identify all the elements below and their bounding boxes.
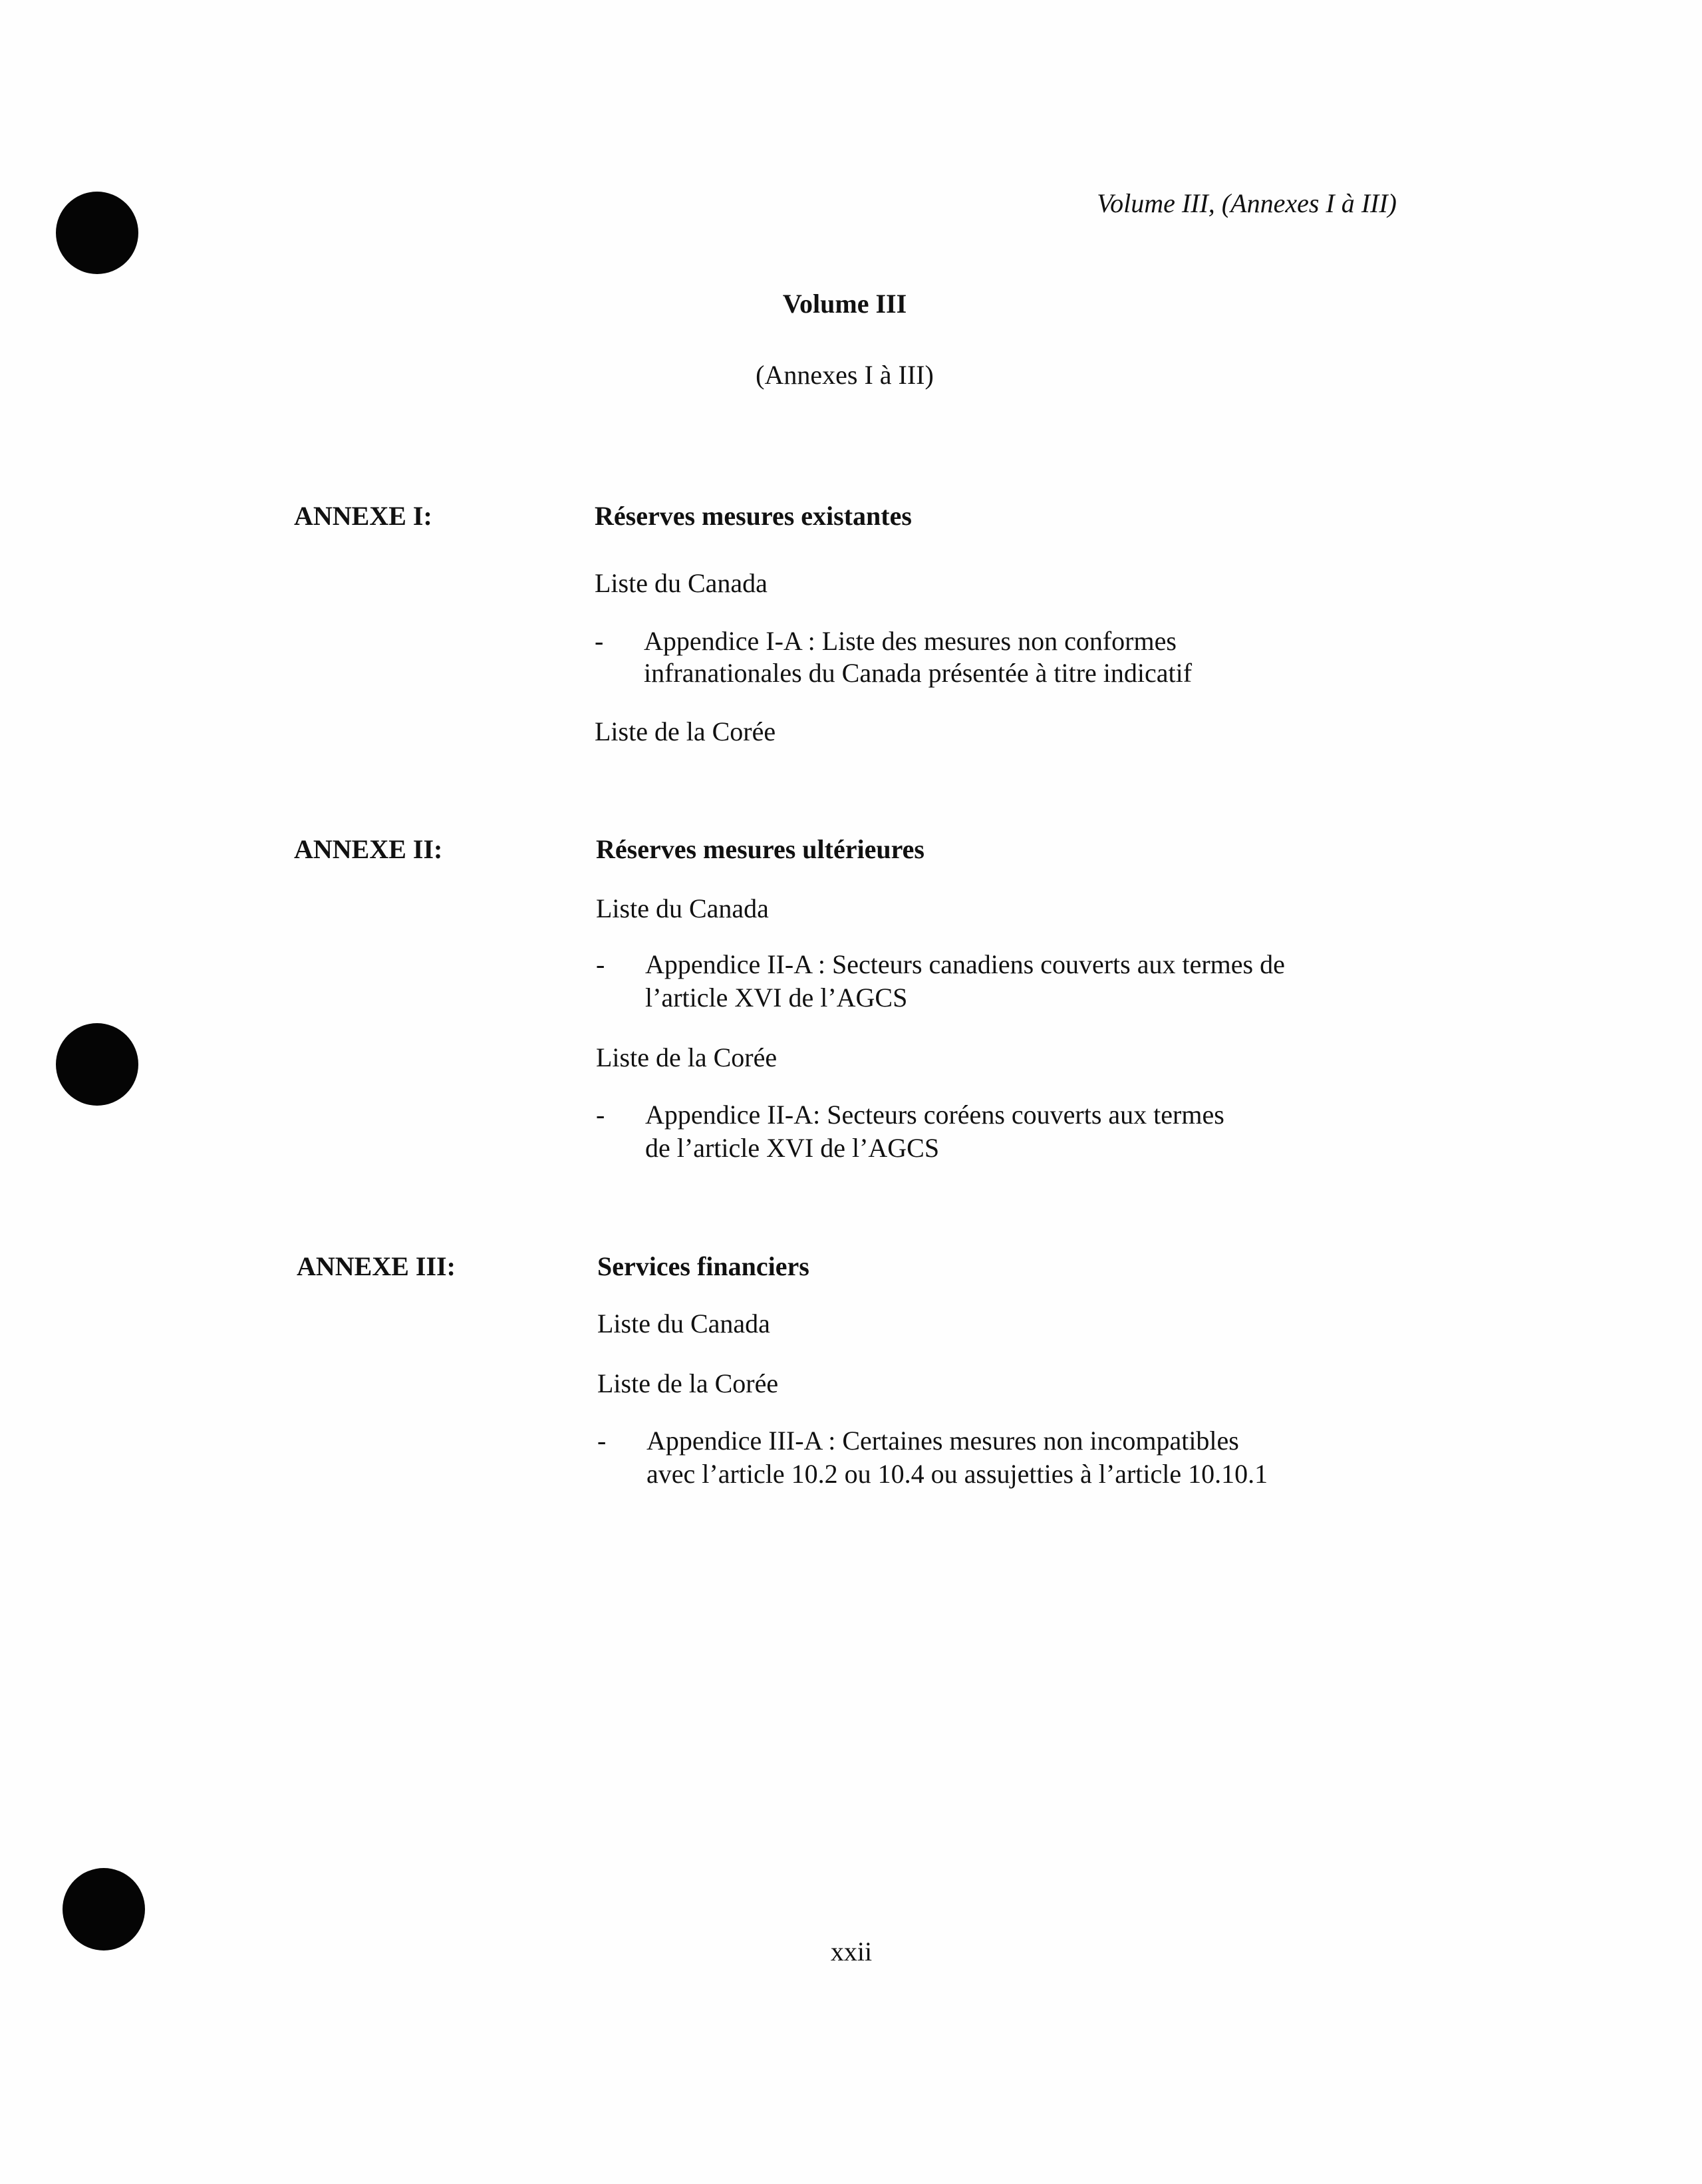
annex-2-korea-appendix — [596, 1099, 1394, 1166]
binder-hole — [56, 1023, 138, 1106]
annex-2-heading: Réserves mesures ultérieures — [596, 834, 924, 864]
list-dash: - — [595, 626, 604, 656]
annex-3-canada-list: Liste du Canada — [597, 1309, 770, 1338]
annex-2-canada-list: Liste du Canada — [596, 893, 769, 923]
appendix-line: Appendice I-A : Liste des mesures non conformes — [644, 626, 1177, 656]
appendix-line: infranationales du Canada présentée à titre indicatif — [644, 658, 1193, 688]
volume-subtitle: (Annexes I à III) — [756, 360, 934, 390]
annex-1-canada-appendix — [595, 625, 1393, 692]
annex-2-korea-list: Liste de la Corée — [596, 1042, 778, 1072]
annex-3-korea-appendix — [597, 1425, 1462, 1491]
appendix-line: Appendice II-A : Secteurs canadiens couverts aux termes de — [645, 949, 1285, 979]
list-dash: - — [596, 1100, 605, 1130]
annex-2-label: ANNEXE II: — [294, 834, 443, 864]
appendix-line: de l’article XVI de l’AGCS — [645, 1133, 940, 1163]
running-head: Volume III, (Annexes I à III) — [1097, 188, 1397, 218]
appendix-line: avec l’article 10.2 ou 10.4 ou assujetties à l’article 10.10.1 — [646, 1459, 1268, 1489]
binder-hole — [56, 192, 138, 274]
volume-title: Volume III — [782, 289, 907, 319]
appendix-line: Appendice II-A: Secteurs coréens couverts aux termes — [645, 1100, 1224, 1130]
appendix-line: l’article XVI de l’AGCS — [645, 983, 908, 1013]
annex-1-heading: Réserves mesures existantes — [595, 501, 912, 531]
annex-1-korea-list: Liste de la Corée — [595, 716, 776, 746]
page-number: xxii — [830, 1937, 873, 1966]
annex-1-label: ANNEXE I: — [294, 501, 432, 531]
annex-1-canada-list: Liste du Canada — [595, 568, 768, 598]
binder-hole — [63, 1868, 145, 1950]
annex-3-label: ANNEXE III: — [297, 1251, 456, 1281]
appendix-line: Appendice III-A : Certaines mesures non incompatibles — [646, 1426, 1239, 1456]
list-dash: - — [596, 949, 605, 979]
annex-3-korea-list: Liste de la Corée — [597, 1368, 779, 1398]
annex-2-canada-appendix — [596, 949, 1394, 1015]
list-dash: - — [597, 1426, 607, 1456]
annex-3-heading: Services financiers — [597, 1251, 809, 1281]
